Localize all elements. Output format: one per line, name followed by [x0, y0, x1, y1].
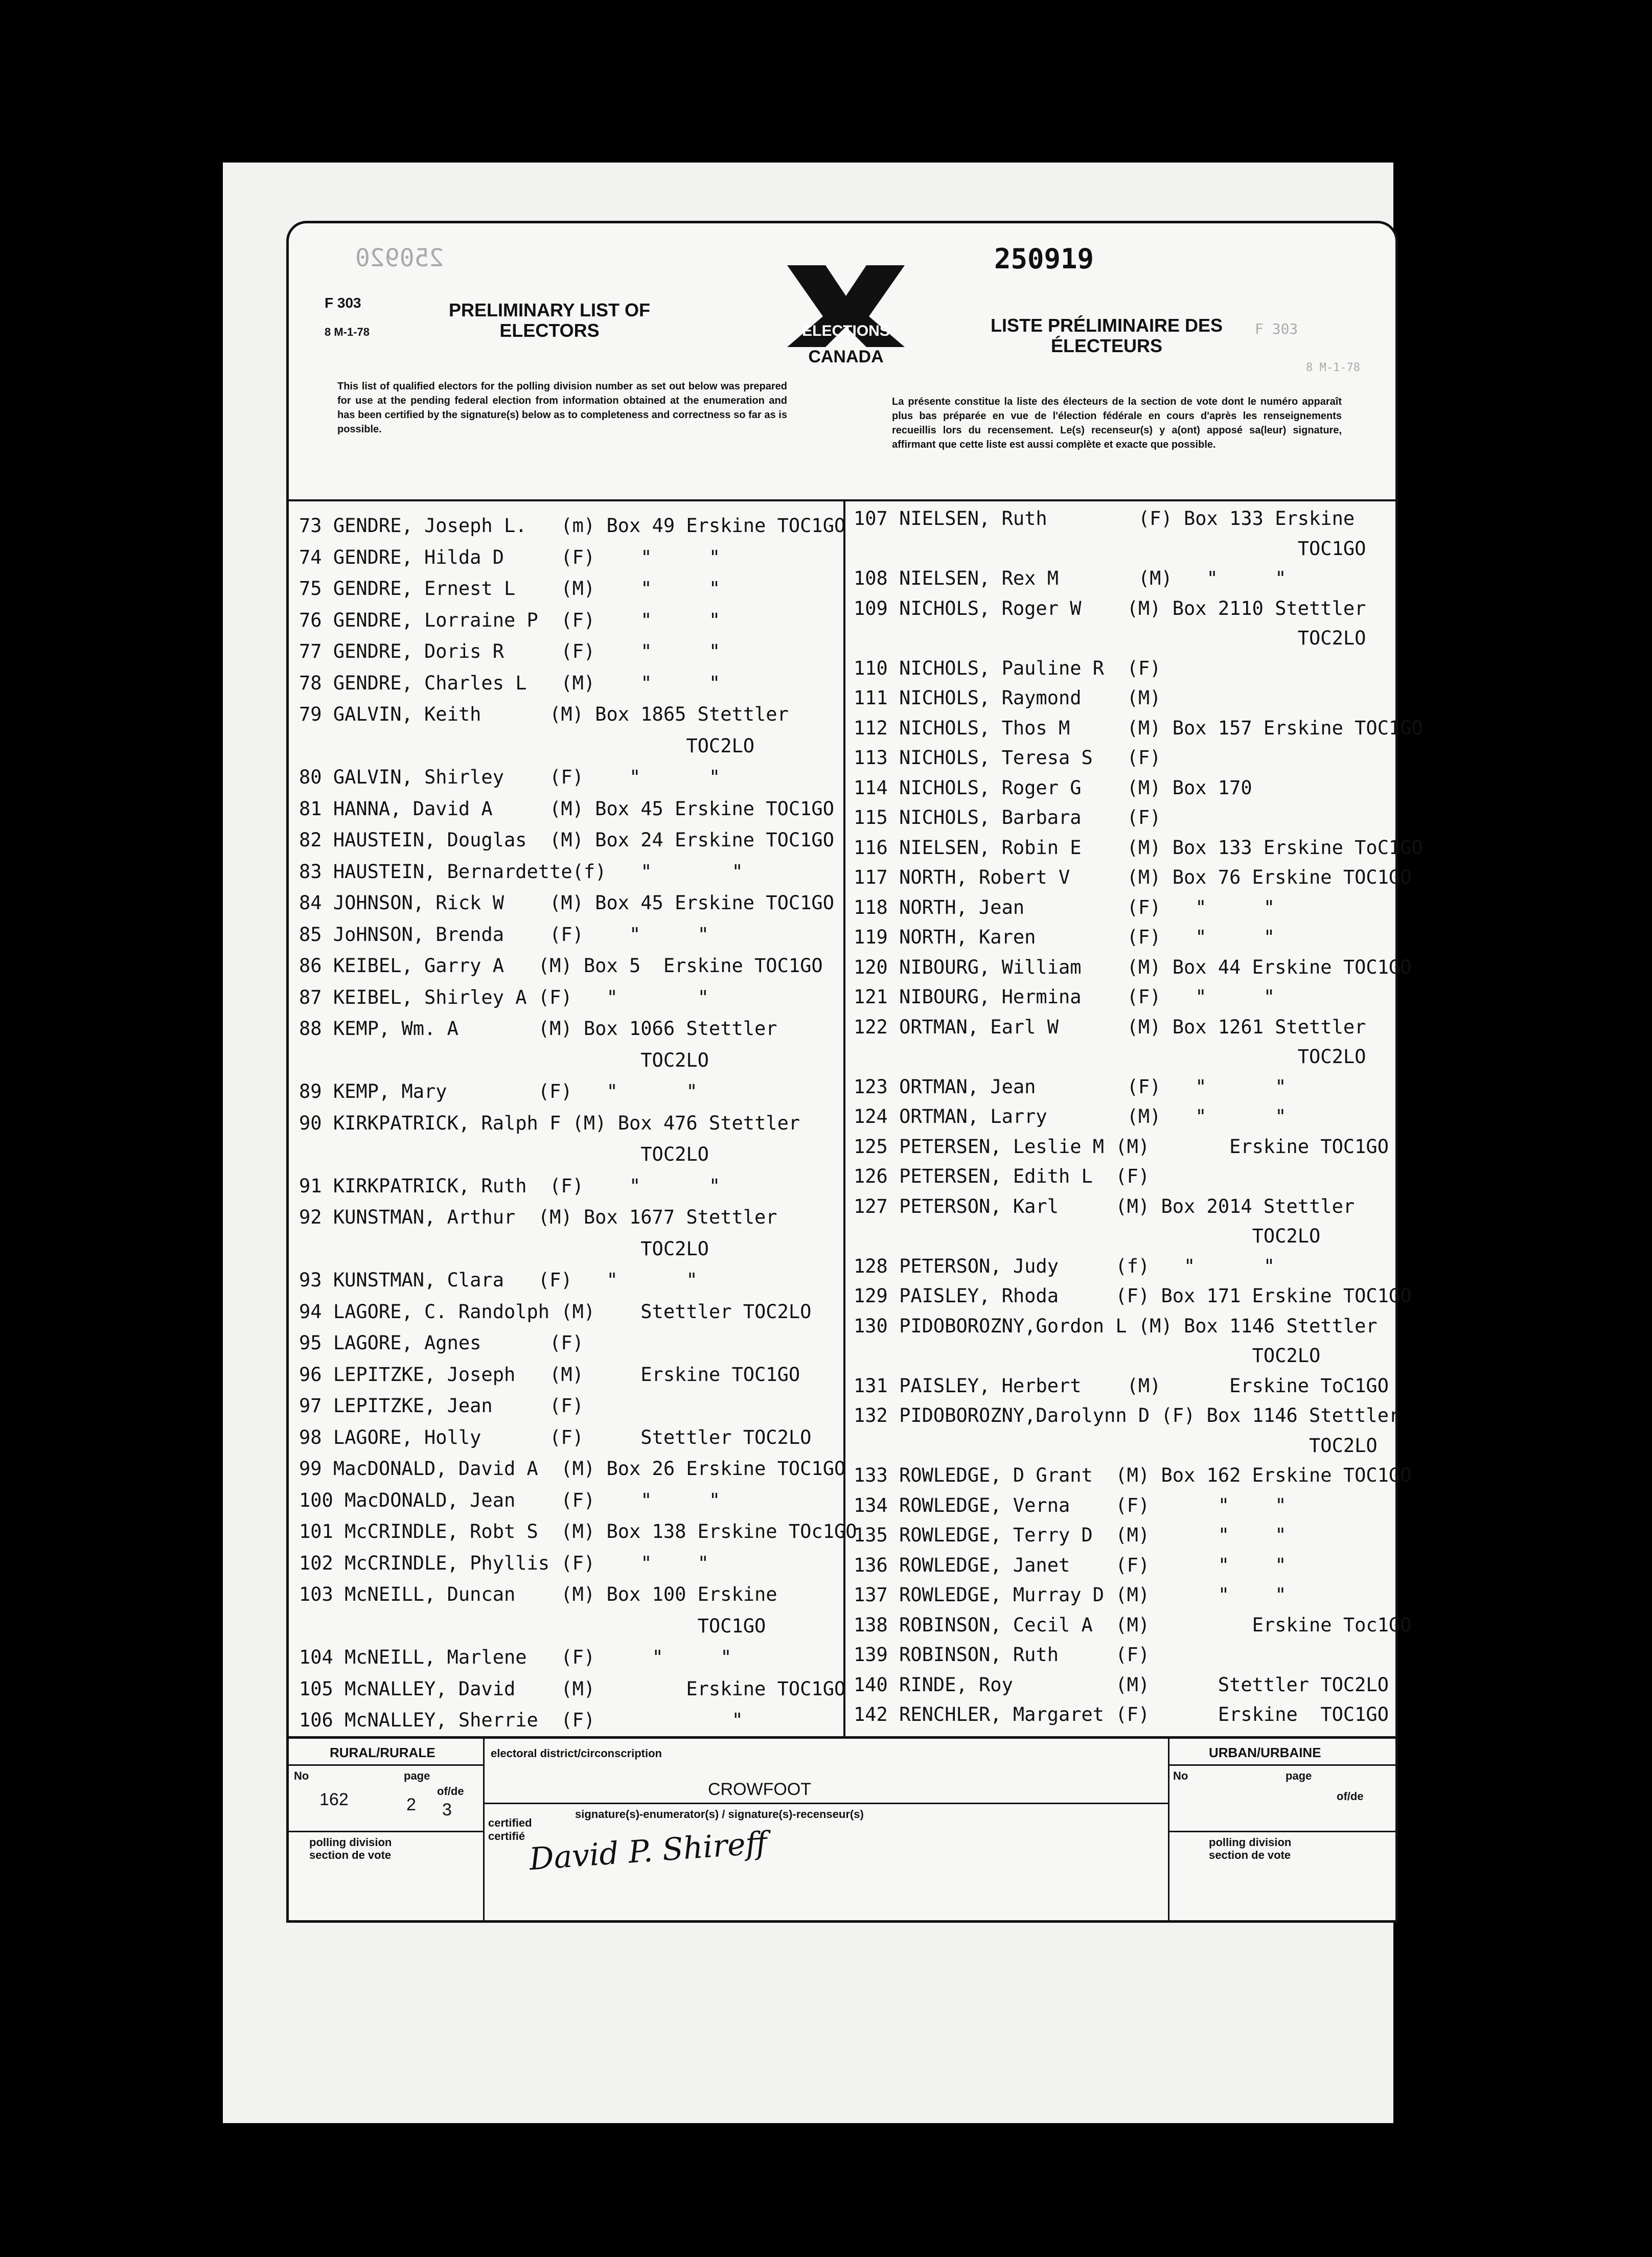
elector-entry: 73 GENDRE, Joseph L. (m) Box 49 Erskine TOC1GO: [299, 515, 846, 537]
elector-entry: TOC1GO: [854, 537, 1366, 560]
elector-entry: 84 JOHNSON, Rick W (M) Box 45 Erskine TOC1GO: [299, 892, 834, 914]
elector-entry: 78 GENDRE, Charles L (M) " ": [299, 672, 721, 694]
urban-of-label: of/de: [1337, 1790, 1364, 1803]
elector-entry: 105 McNALLEY, David (M) Erskine TOC1GO: [299, 1677, 846, 1700]
form-code: F 303: [325, 295, 361, 311]
district-underline: [483, 1803, 1168, 1804]
elector-entry: 103 McNEILL, Duncan (M) Box 100 Erskine: [299, 1583, 777, 1605]
elector-entry: 126 PETERSEN, Edith L (F): [854, 1165, 1150, 1187]
logo-text-line2: CANADA: [808, 347, 884, 366]
elector-entry: 128 PETERSON, Judy (f) " ": [854, 1255, 1275, 1277]
logo-text-line1: ELECTIONS: [802, 323, 890, 339]
certified-label: certified: [488, 1816, 532, 1829]
intro-paragraph-fr: La présente constitue la liste des électeurs de la section de vote dont le numéro apparaît plus bas préparée en vue de l'élection fédérale en cours d'après les renseignements recueillis lors du recensement. Le(s) recenseur(s) y a(ont) apposé sa(leur) signature, affirmant que cette liste est aussi complète et exacte que possible.: [892, 396, 1342, 450]
elector-entry: TOC2LO: [854, 1434, 1378, 1457]
elector-entry: 81 HANNA, David A (M) Box 45 Erskine TOC1GO: [299, 797, 834, 820]
footer-vertical-divider-left: [483, 1739, 485, 1923]
elector-entry: 95 LAGORE, Agnes (F): [299, 1332, 584, 1354]
urban-no-label: No: [1173, 1769, 1188, 1782]
urban-label: URBAN/URBAINE: [1209, 1745, 1321, 1760]
elector-entry: TOC2LO: [299, 1237, 709, 1260]
elector-entry: 110 NICHOLS, Pauline R (F): [854, 657, 1161, 679]
elector-entry: 142 RENCHLER, Margaret (F) Erskine TOC1GO: [854, 1703, 1389, 1725]
elector-entry: TOC2LO: [299, 734, 755, 757]
elector-entry: 129 PAISLEY, Rhoda (F) Box 171 Erskine TOC1GO: [854, 1285, 1412, 1307]
elector-entry: 119 NORTH, Karen (F) " ": [854, 926, 1275, 948]
elector-entry: 111 NICHOLS, Raymond (M): [854, 687, 1161, 709]
elector-entry: 120 NIBOURG, William (M) Box 44 Erskine TOC1GO: [854, 956, 1412, 978]
elector-entry: 92 KUNSTMAN, Arthur (M) Box 1677 Stettler: [299, 1206, 777, 1228]
elector-entry: 122 ORTMAN, Earl W (M) Box 1261 Stettler: [854, 1016, 1366, 1038]
elector-entry: 136 ROWLEDGE, Janet (F) " ": [854, 1554, 1287, 1576]
elector-entry: TOC2LO: [299, 1143, 709, 1165]
ghost-form-code: F 303: [1255, 320, 1298, 337]
elector-entry: 96 LEPITZKE, Joseph (M) Erskine TOC1GO: [299, 1363, 800, 1386]
elections-canada-logo: [777, 260, 915, 367]
elector-entry: 139 ROBINSON, Ruth (F): [854, 1644, 1150, 1666]
elector-entry: 114 NICHOLS, Roger G (M) Box 170: [854, 776, 1252, 799]
elector-entry: 123 ORTMAN, Jean (F) " ": [854, 1075, 1287, 1098]
page-total: 3: [442, 1800, 452, 1820]
urban-polling-division-label: polling division: [1209, 1836, 1292, 1849]
elector-entry: 125 PETERSEN, Leslie M (M) Erskine TOC1GO: [854, 1135, 1389, 1158]
elector-entry: 88 KEMP, Wm. A (M) Box 1066 Stettler: [299, 1018, 777, 1040]
rural-label: RURAL/RURALE: [330, 1745, 435, 1760]
elector-entry: 77 GENDRE, Doris R (F) " ": [299, 640, 721, 662]
elector-entry: 91 KIRKPATRICK, Ruth (F) " ": [299, 1174, 721, 1197]
elector-entry: 130 PIDOBOROZNY,Gordon L (M) Box 1146 Stettler: [854, 1315, 1378, 1337]
elector-entry: 133 ROWLEDGE, D Grant (M) Box 162 Erskine TOC1GO: [854, 1464, 1412, 1486]
no-label: No: [294, 1769, 309, 1782]
elector-entry: 135 ROWLEDGE, Terry D (M) " ": [854, 1524, 1287, 1546]
elector-entry: 118 NORTH, Jean (F) " ": [854, 896, 1275, 918]
elector-entry: TOC2LO: [854, 627, 1366, 649]
urban-section-de-vote-label: section de vote: [1209, 1849, 1291, 1861]
urban-page-label: page: [1286, 1769, 1312, 1782]
elector-entry: 117 NORTH, Robert V (M) Box 76 Erskine TOC1GO: [854, 866, 1412, 888]
title-fr: [969, 315, 1245, 356]
elector-entry: 85 JoHNSON, Brenda (F) " ": [299, 923, 709, 946]
section-de-vote-label: section de vote: [309, 1849, 392, 1861]
elector-entry: TOC1GO: [299, 1615, 766, 1637]
elector-entry: 74 GENDRE, Hilda D (F) " ": [299, 546, 721, 568]
elector-entry: TOC2LO: [299, 1049, 709, 1071]
elector-entry: 83 HAUSTEIN, Bernardette(f) " ": [299, 860, 743, 883]
elector-entry: 138 ROBINSON, Cecil A (M) Erskine Toc1GO: [854, 1614, 1412, 1636]
column-divider: [843, 499, 845, 1736]
elector-entry: 86 KEIBEL, Garry A (M) Box 5 Erskine TOC1GO: [299, 955, 823, 977]
electoral-form: [286, 221, 1423, 1923]
elector-entry: 101 McCRINDLE, Robt S (M) Box 138 Erskine TOc1GO: [299, 1521, 857, 1542]
title-en: [442, 300, 657, 341]
elector-entry: 107 NIELSEN, Ruth (F) Box 133 Erskine: [854, 508, 1355, 529]
urban-footer-divider: [1168, 1831, 1395, 1832]
elector-entry: 94 LAGORE, C. Randolph (M) Stettler TOC2LO: [299, 1300, 812, 1323]
page-number: 2: [406, 1795, 416, 1814]
elector-entry: 82 HAUSTEIN, Douglas (M) Box 24 Erskine TOC1GO: [299, 829, 834, 851]
form-header: [289, 223, 1395, 501]
signature-label: signature(s)-enumerator(s) / signature(s)-recenseur(s): [575, 1808, 864, 1821]
elector-entry: 75 GENDRE, Ernest L (M) " ": [299, 578, 721, 600]
title-fr-line1: LISTE PRÉLIMINAIRE DES: [990, 315, 1223, 336]
rural-divider: [289, 1764, 483, 1766]
elector-entry: 112 NICHOLS, Thos M (M) Box 157 Erskine TOC1GO: [854, 717, 1423, 739]
elector-entry: 99 MacDONALD, David A (M) Box 26 Erskine TOC1GO: [299, 1458, 846, 1480]
elector-entry: 102 McCRINDLE, Phyllis (F) " ": [299, 1552, 709, 1574]
elector-entry: 115 NICHOLS, Barbara (F): [854, 807, 1161, 828]
elector-entry: 124 ORTMAN, Larry (M) " ": [854, 1106, 1287, 1127]
elector-entry: 140 RINDE, Roy (M) Stettler TOC2LO: [854, 1673, 1389, 1696]
elector-entry: 134 ROWLEDGE, Verna (F) " ": [854, 1494, 1287, 1516]
urban-divider: [1168, 1764, 1395, 1766]
of-label: of/de: [437, 1785, 464, 1798]
elector-entry: TOC2LO: [854, 1225, 1321, 1247]
elector-entry: TOC2LO: [854, 1046, 1366, 1068]
elector-entry: TOC2LO: [854, 1345, 1321, 1367]
elector-entry: 109 NICHOLS, Roger W (M) Box 2110 Stettler: [854, 597, 1366, 619]
elector-entry: 89 KEMP, Mary (F) " ": [299, 1080, 698, 1102]
page-label: page: [404, 1769, 430, 1782]
elector-entry: 80 GALVIN, Shirley (F) " ": [299, 766, 721, 788]
polling-division-label: polling division: [309, 1836, 392, 1849]
serial-number: 250919: [994, 243, 1094, 275]
elector-entry: 98 LAGORE, Holly (F) Stettler TOC2LO: [299, 1426, 812, 1448]
elector-entry: 100 MacDONALD, Jean (F) " ": [299, 1489, 721, 1511]
elector-entry: 90 KIRKPATRICK, Ralph F (M) Box 476 Stettler: [299, 1112, 800, 1134]
title-en-line2: ELECTORS: [499, 320, 600, 341]
elector-entry: 127 PETERSON, Karl (M) Box 2014 Stettler: [854, 1195, 1355, 1217]
intro-paragraph-en: This list of qualified electors for the polling division number as set out below was prepared for use at the pending federal election from information obtained at the enumeration and has been certified by the signature(s) below as to completeness and correctness so far as is possible.: [337, 381, 787, 435]
ghost-form-date: 8 M-1-78: [1306, 361, 1360, 374]
certifie-label: certifié: [488, 1830, 525, 1843]
elector-entry: 104 McNEILL, Marlene (F) " ": [299, 1646, 732, 1668]
district-value: CROWFOOT: [708, 1780, 812, 1799]
elector-entry: 113 NICHOLS, Teresa S (F): [854, 747, 1161, 769]
form-date: 8 M-1-78: [325, 326, 370, 338]
elector-entry: 121 NIBOURG, Hermina (F) " ": [854, 986, 1275, 1008]
elector-entry: 76 GENDRE, Lorraine P (F) " ": [299, 609, 721, 631]
elector-entry: 97 LEPITZKE, Jean (F): [299, 1395, 584, 1417]
title-en-line1: PRELIMINARY LIST OF: [448, 300, 650, 320]
elector-entry: 106 McNALLEY, Sherrie (F) ": [299, 1709, 743, 1731]
elector-entry: 87 KEIBEL, Shirley A (F) " ": [299, 986, 709, 1008]
footer-divider: [289, 1831, 483, 1832]
ghost-serial: 250920: [355, 244, 444, 272]
elector-entry: 132 PIDOBOROZNY,Darolynn D (F) Box 1146 Stettler: [854, 1404, 1401, 1426]
elector-entry: 79 GALVIN, Keith (M) Box 1865 Stettler: [299, 703, 789, 725]
elector-entry: 131 PAISLEY, Herbert (M) Erskine ToC1GO: [854, 1374, 1389, 1397]
title-fr-line2: ÉLECTEURS: [1050, 335, 1163, 356]
district-label: electoral district/circonscription: [491, 1747, 662, 1760]
enumerator-signature: David P. Shireff: [528, 1825, 769, 1878]
polling-division-number: 162: [319, 1790, 349, 1809]
elector-entry: 108 NIELSEN, Rex M (M) " ": [854, 567, 1287, 589]
elector-entry: 116 NIELSEN, Robin E (M) Box 133 Erskine ToC1GO: [854, 836, 1423, 859]
form-footer: [289, 1736, 1395, 1923]
elector-entry: 93 KUNSTMAN, Clara (F) " ": [299, 1269, 698, 1291]
elector-entry: 137 ROWLEDGE, Murray D (M) " ": [854, 1584, 1287, 1606]
